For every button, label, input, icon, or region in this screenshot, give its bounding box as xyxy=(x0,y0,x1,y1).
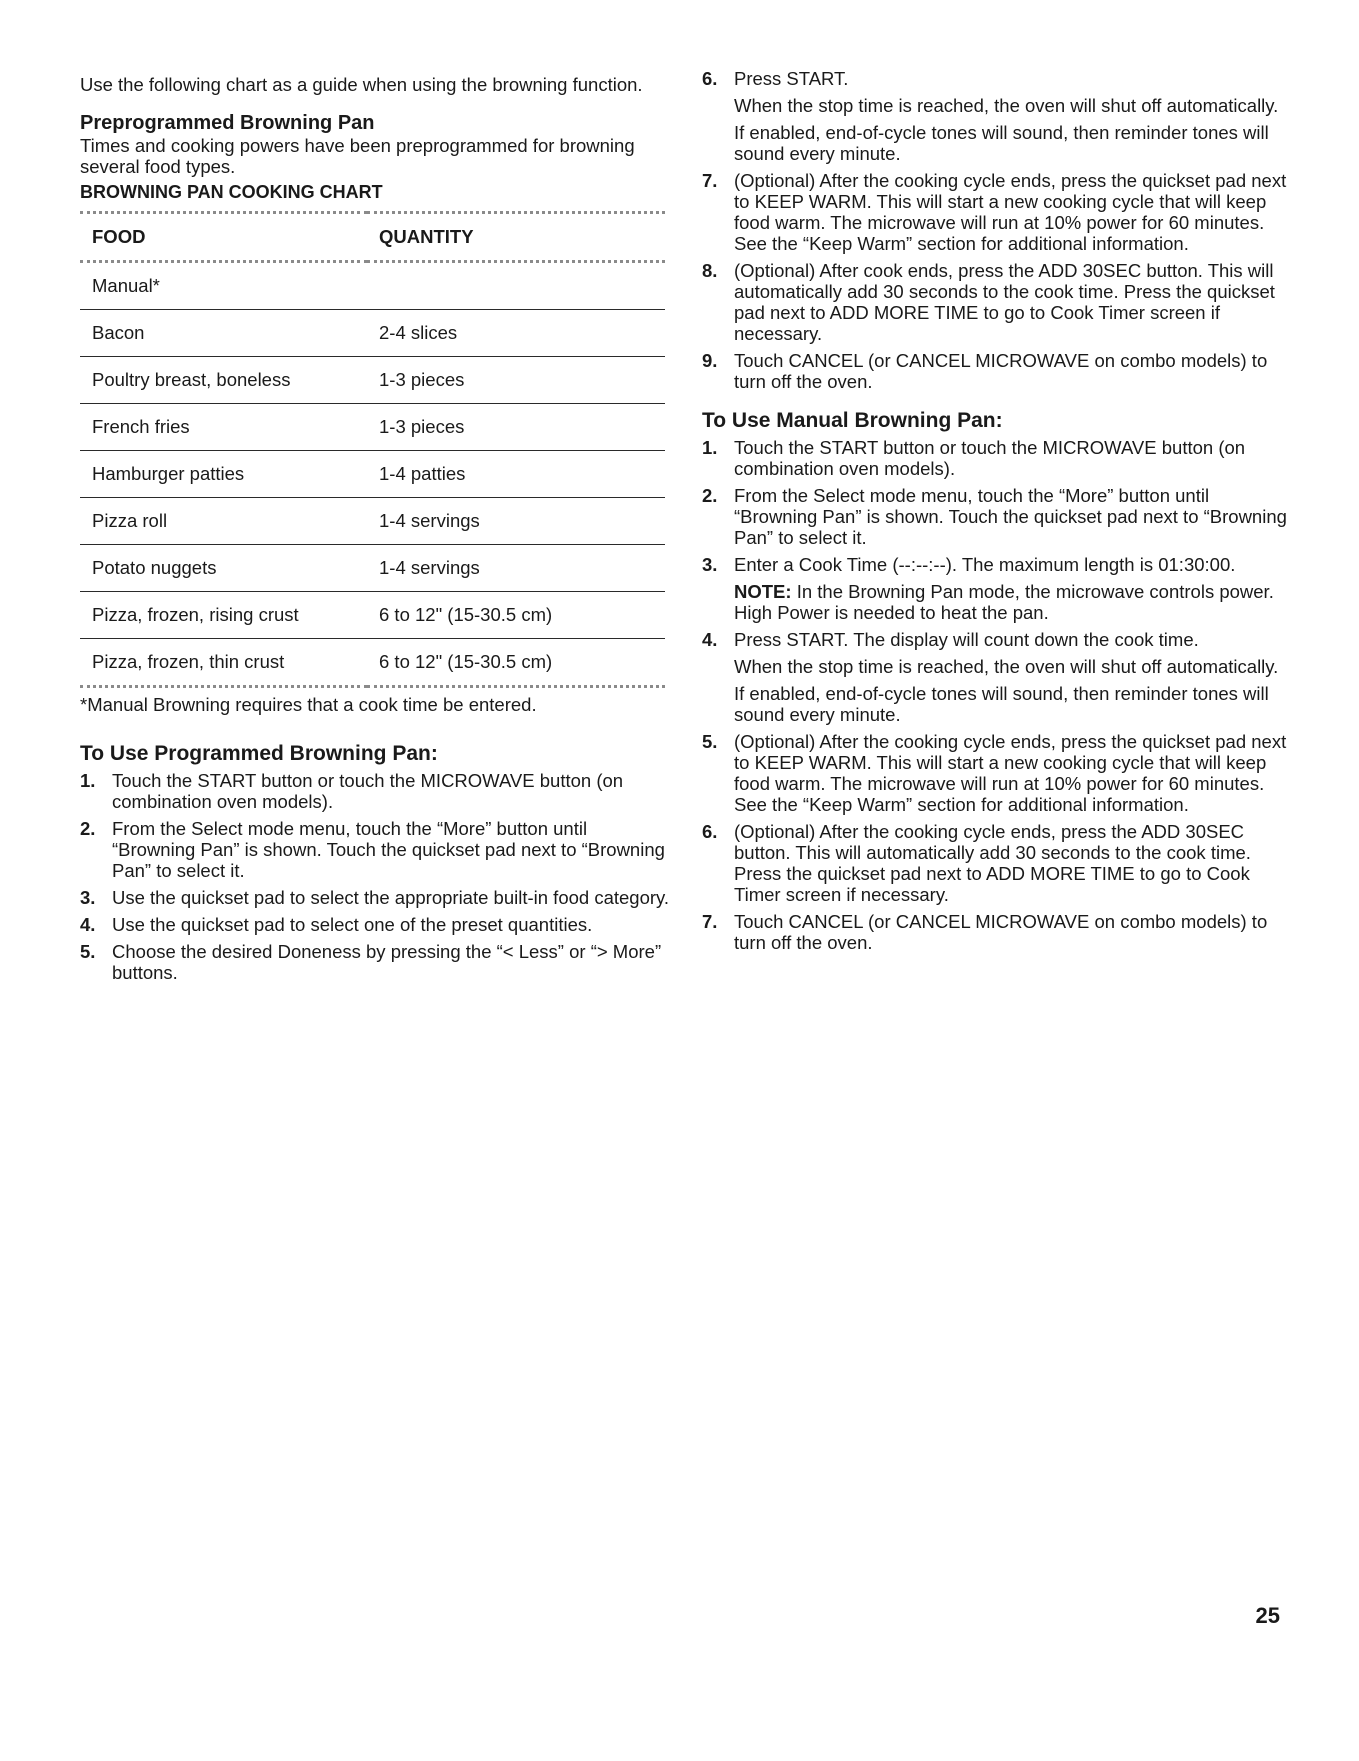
browning-pan-cooking-chart xyxy=(80,211,665,688)
step-number: 3. xyxy=(702,554,718,575)
right-column xyxy=(702,68,1292,959)
step-number: 2. xyxy=(702,485,718,506)
step-text: Choose the desired Doneness by pressing the “< Less” or “> More” buttons. xyxy=(112,941,662,983)
table-row xyxy=(80,545,665,592)
quantity-cell: 1-4 servings xyxy=(379,557,480,578)
programmed-steps xyxy=(80,770,670,983)
note-label: NOTE: xyxy=(734,581,792,602)
list-item xyxy=(702,68,1292,164)
step-number: 8. xyxy=(702,260,718,281)
note-text: In the Browning Pan mode, the microwave controls power. High Power is needed to heat the pan. xyxy=(734,581,1274,623)
step-text: Press START. The display will count down the cook time. xyxy=(734,629,1199,650)
column-header-quantity: QUANTITY xyxy=(379,226,474,247)
step-text: From the Select mode menu, touch the “More” button until “Browning Pan” is shown. Touch the quickset pad next to “Browning Pan” to select it. xyxy=(734,485,1287,548)
quantity-cell: 1-3 pieces xyxy=(379,369,465,390)
manual-heading: To Use Manual Browning Pan: xyxy=(702,409,1003,432)
step-number: 5. xyxy=(80,941,96,962)
chart-title: BROWNING PAN COOKING CHART xyxy=(80,182,383,202)
food-cell: Manual* xyxy=(92,275,160,296)
food-cell: Poultry breast, boneless xyxy=(92,369,291,390)
step-number: 4. xyxy=(80,914,96,935)
food-cell: Pizza, frozen, rising crust xyxy=(92,604,299,625)
table-row xyxy=(80,639,665,687)
manual-steps xyxy=(702,437,1292,953)
table-row xyxy=(80,592,665,639)
intro-text: Use the following chart as a guide when using the browning function. xyxy=(80,74,643,95)
list-item xyxy=(80,770,670,812)
step-text: From the Select mode menu, touch the “More” button until “Browning Pan” is shown. Touch the quickset pad next to “Browning Pan” to select it. xyxy=(112,818,665,881)
list-item xyxy=(702,911,1292,953)
list-item xyxy=(702,731,1292,815)
step-number: 7. xyxy=(702,170,718,191)
list-item xyxy=(80,914,670,935)
list-item xyxy=(702,554,1292,623)
step-detail: When the stop time is reached, the oven will shut off automatically. xyxy=(734,95,1279,116)
food-cell: Pizza roll xyxy=(92,510,168,531)
quantity-cell: 6 to 12" (15-30.5 cm) xyxy=(379,651,553,672)
step-number: 4. xyxy=(702,629,718,650)
table-row xyxy=(80,498,665,545)
food-cell: Potato nuggets xyxy=(92,557,217,578)
programmed-steps-continued xyxy=(702,68,1292,392)
list-item xyxy=(702,821,1292,905)
list-item xyxy=(702,260,1292,344)
chart-header-row xyxy=(80,213,665,262)
food-cell: Hamburger patties xyxy=(92,463,245,484)
quantity-cell: 1-4 servings xyxy=(379,510,480,531)
quantity-cell: 6 to 12" (15-30.5 cm) xyxy=(379,604,553,625)
step-text: (Optional) After the cooking cycle ends, press the quickset pad next to KEEP WARM. This will start a new cooking cycle that will keep food warm. The microwave will run at 10% power for 60 minutes. See the “Keep Warm” section for additional information. xyxy=(734,731,1287,815)
table-row xyxy=(80,262,665,310)
food-cell: Bacon xyxy=(92,322,145,343)
quantity-cell: 1-4 patties xyxy=(379,463,466,484)
list-item xyxy=(80,887,670,908)
step-text: Touch CANCEL (or CANCEL MICROWAVE on combo models) to turn off the oven. xyxy=(734,350,1268,392)
list-item xyxy=(80,818,670,881)
table-row xyxy=(80,310,665,357)
step-note xyxy=(734,581,1292,623)
quantity-cell: 2-4 slices xyxy=(379,322,458,343)
column-header-food: FOOD xyxy=(92,226,146,247)
preprogrammed-heading: Preprogrammed Browning Pan xyxy=(80,112,375,134)
step-detail: When the stop time is reached, the oven will shut off automatically. xyxy=(734,656,1279,677)
list-item xyxy=(702,629,1292,725)
step-text: Touch the START button or touch the MICROWAVE button (on combination oven models). xyxy=(112,770,624,812)
step-number: 3. xyxy=(80,887,96,908)
step-text: (Optional) After the cooking cycle ends, press the quickset pad next to KEEP WARM. This will start a new cooking cycle that will keep food warm. The microwave will run at 10% power for 60 minutes. See the “Keep Warm” section for additional information. xyxy=(734,170,1287,254)
left-column xyxy=(80,74,670,989)
step-text: Touch the START button or touch the MICROWAVE button (on combination oven models). xyxy=(734,437,1246,479)
chart-footnote: *Manual Browning requires that a cook time be entered. xyxy=(80,694,537,715)
step-text: Enter a Cook Time (--:--:--). The maximum length is 01:30:00. xyxy=(734,554,1236,575)
page-number: 25 xyxy=(1255,1603,1280,1628)
step-detail: If enabled, end-of-cycle tones will sound, then reminder tones will sound every minute. xyxy=(734,683,1269,725)
table-row xyxy=(80,451,665,498)
step-number: 1. xyxy=(702,437,718,458)
quantity-cell xyxy=(367,262,665,310)
step-number: 2. xyxy=(80,818,96,839)
step-text: Touch CANCEL (or CANCEL MICROWAVE on combo models) to turn off the oven. xyxy=(734,911,1268,953)
step-number: 1. xyxy=(80,770,96,791)
step-number: 7. xyxy=(702,911,718,932)
quantity-cell: 1-3 pieces xyxy=(379,416,465,437)
list-item xyxy=(702,350,1292,392)
table-row xyxy=(80,404,665,451)
step-text: Press START. xyxy=(734,68,849,89)
step-text: Use the quickset pad to select one of the preset quantities. xyxy=(112,914,593,935)
food-cell: Pizza, frozen, thin crust xyxy=(92,651,285,672)
list-item xyxy=(80,941,670,983)
step-number: 5. xyxy=(702,731,718,752)
step-number: 9. xyxy=(702,350,718,371)
step-detail: If enabled, end-of-cycle tones will sound, then reminder tones will sound every minute. xyxy=(734,122,1269,164)
step-number: 6. xyxy=(702,821,718,842)
list-item xyxy=(702,170,1292,254)
programmed-heading: To Use Programmed Browning Pan: xyxy=(80,742,438,765)
step-number: 6. xyxy=(702,68,718,89)
table-row xyxy=(80,357,665,404)
step-text: (Optional) After the cooking cycle ends, press the ADD 30SEC button. This will automatically add 30 seconds to the cook time. Press the quickset pad next to ADD MORE TIME to go to Cook Timer screen if necessary. xyxy=(734,821,1251,905)
preprogrammed-text: Times and cooking powers have been preprogrammed for browning several food types. xyxy=(80,135,635,177)
step-text: Use the quickset pad to select the appropriate built-in food category. xyxy=(112,887,670,908)
list-item xyxy=(702,437,1292,479)
step-text: (Optional) After cook ends, press the ADD 30SEC button. This will automatically add 30 seconds to the cook time. Press the quickset pad next to ADD MORE TIME to go to Cook Timer screen if necessary. xyxy=(734,260,1275,344)
list-item xyxy=(702,485,1292,548)
food-cell: French fries xyxy=(92,416,190,437)
